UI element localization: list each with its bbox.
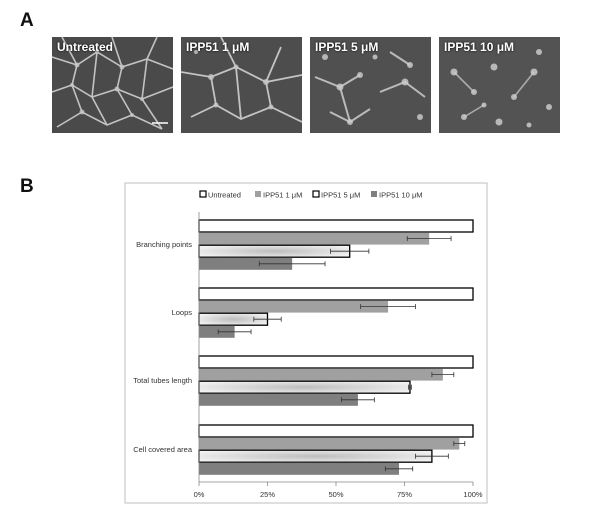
micrograph-label: IPP51 1 μM	[186, 40, 250, 54]
micrograph-label: Untreated	[57, 40, 114, 54]
x-tick-label: 25%	[259, 490, 276, 499]
legend-swatch	[371, 191, 377, 197]
micrograph-label: IPP51 5 μM	[315, 40, 379, 54]
micrograph-label: IPP51 10 μM	[444, 40, 515, 54]
bar	[199, 394, 358, 406]
legend-label: IPP51 10 μM	[379, 190, 423, 200]
category-label: Branching points	[136, 240, 192, 250]
bar	[199, 301, 388, 313]
x-tick-label: 75%	[396, 490, 413, 499]
category-label: Total tubes length	[133, 376, 192, 386]
category-label: Cell covered area	[133, 445, 192, 455]
x-tick-label: 50%	[328, 490, 344, 499]
bar	[199, 220, 473, 232]
bar	[199, 233, 429, 245]
legend-label: Untreated	[208, 190, 241, 200]
bar	[199, 450, 432, 462]
bar	[199, 381, 410, 393]
legend-label: IPP51 5 μM	[321, 190, 361, 200]
x-tick-label: 0%	[193, 490, 205, 499]
bar	[199, 356, 473, 368]
legend-swatch	[255, 191, 261, 197]
legend-label: IPP51 1 μM	[263, 190, 303, 200]
panel-b-letter: B	[20, 176, 34, 197]
bar	[199, 369, 443, 381]
bar	[199, 463, 399, 475]
bar	[199, 288, 473, 300]
category-label: Loops	[171, 308, 192, 318]
legend-swatch	[200, 191, 206, 197]
bar	[199, 438, 459, 450]
panel-a-letter: A	[20, 10, 34, 31]
bar	[199, 245, 350, 257]
bar	[199, 425, 473, 437]
x-tick-label: 100%	[463, 490, 483, 499]
legend-swatch	[313, 191, 319, 197]
